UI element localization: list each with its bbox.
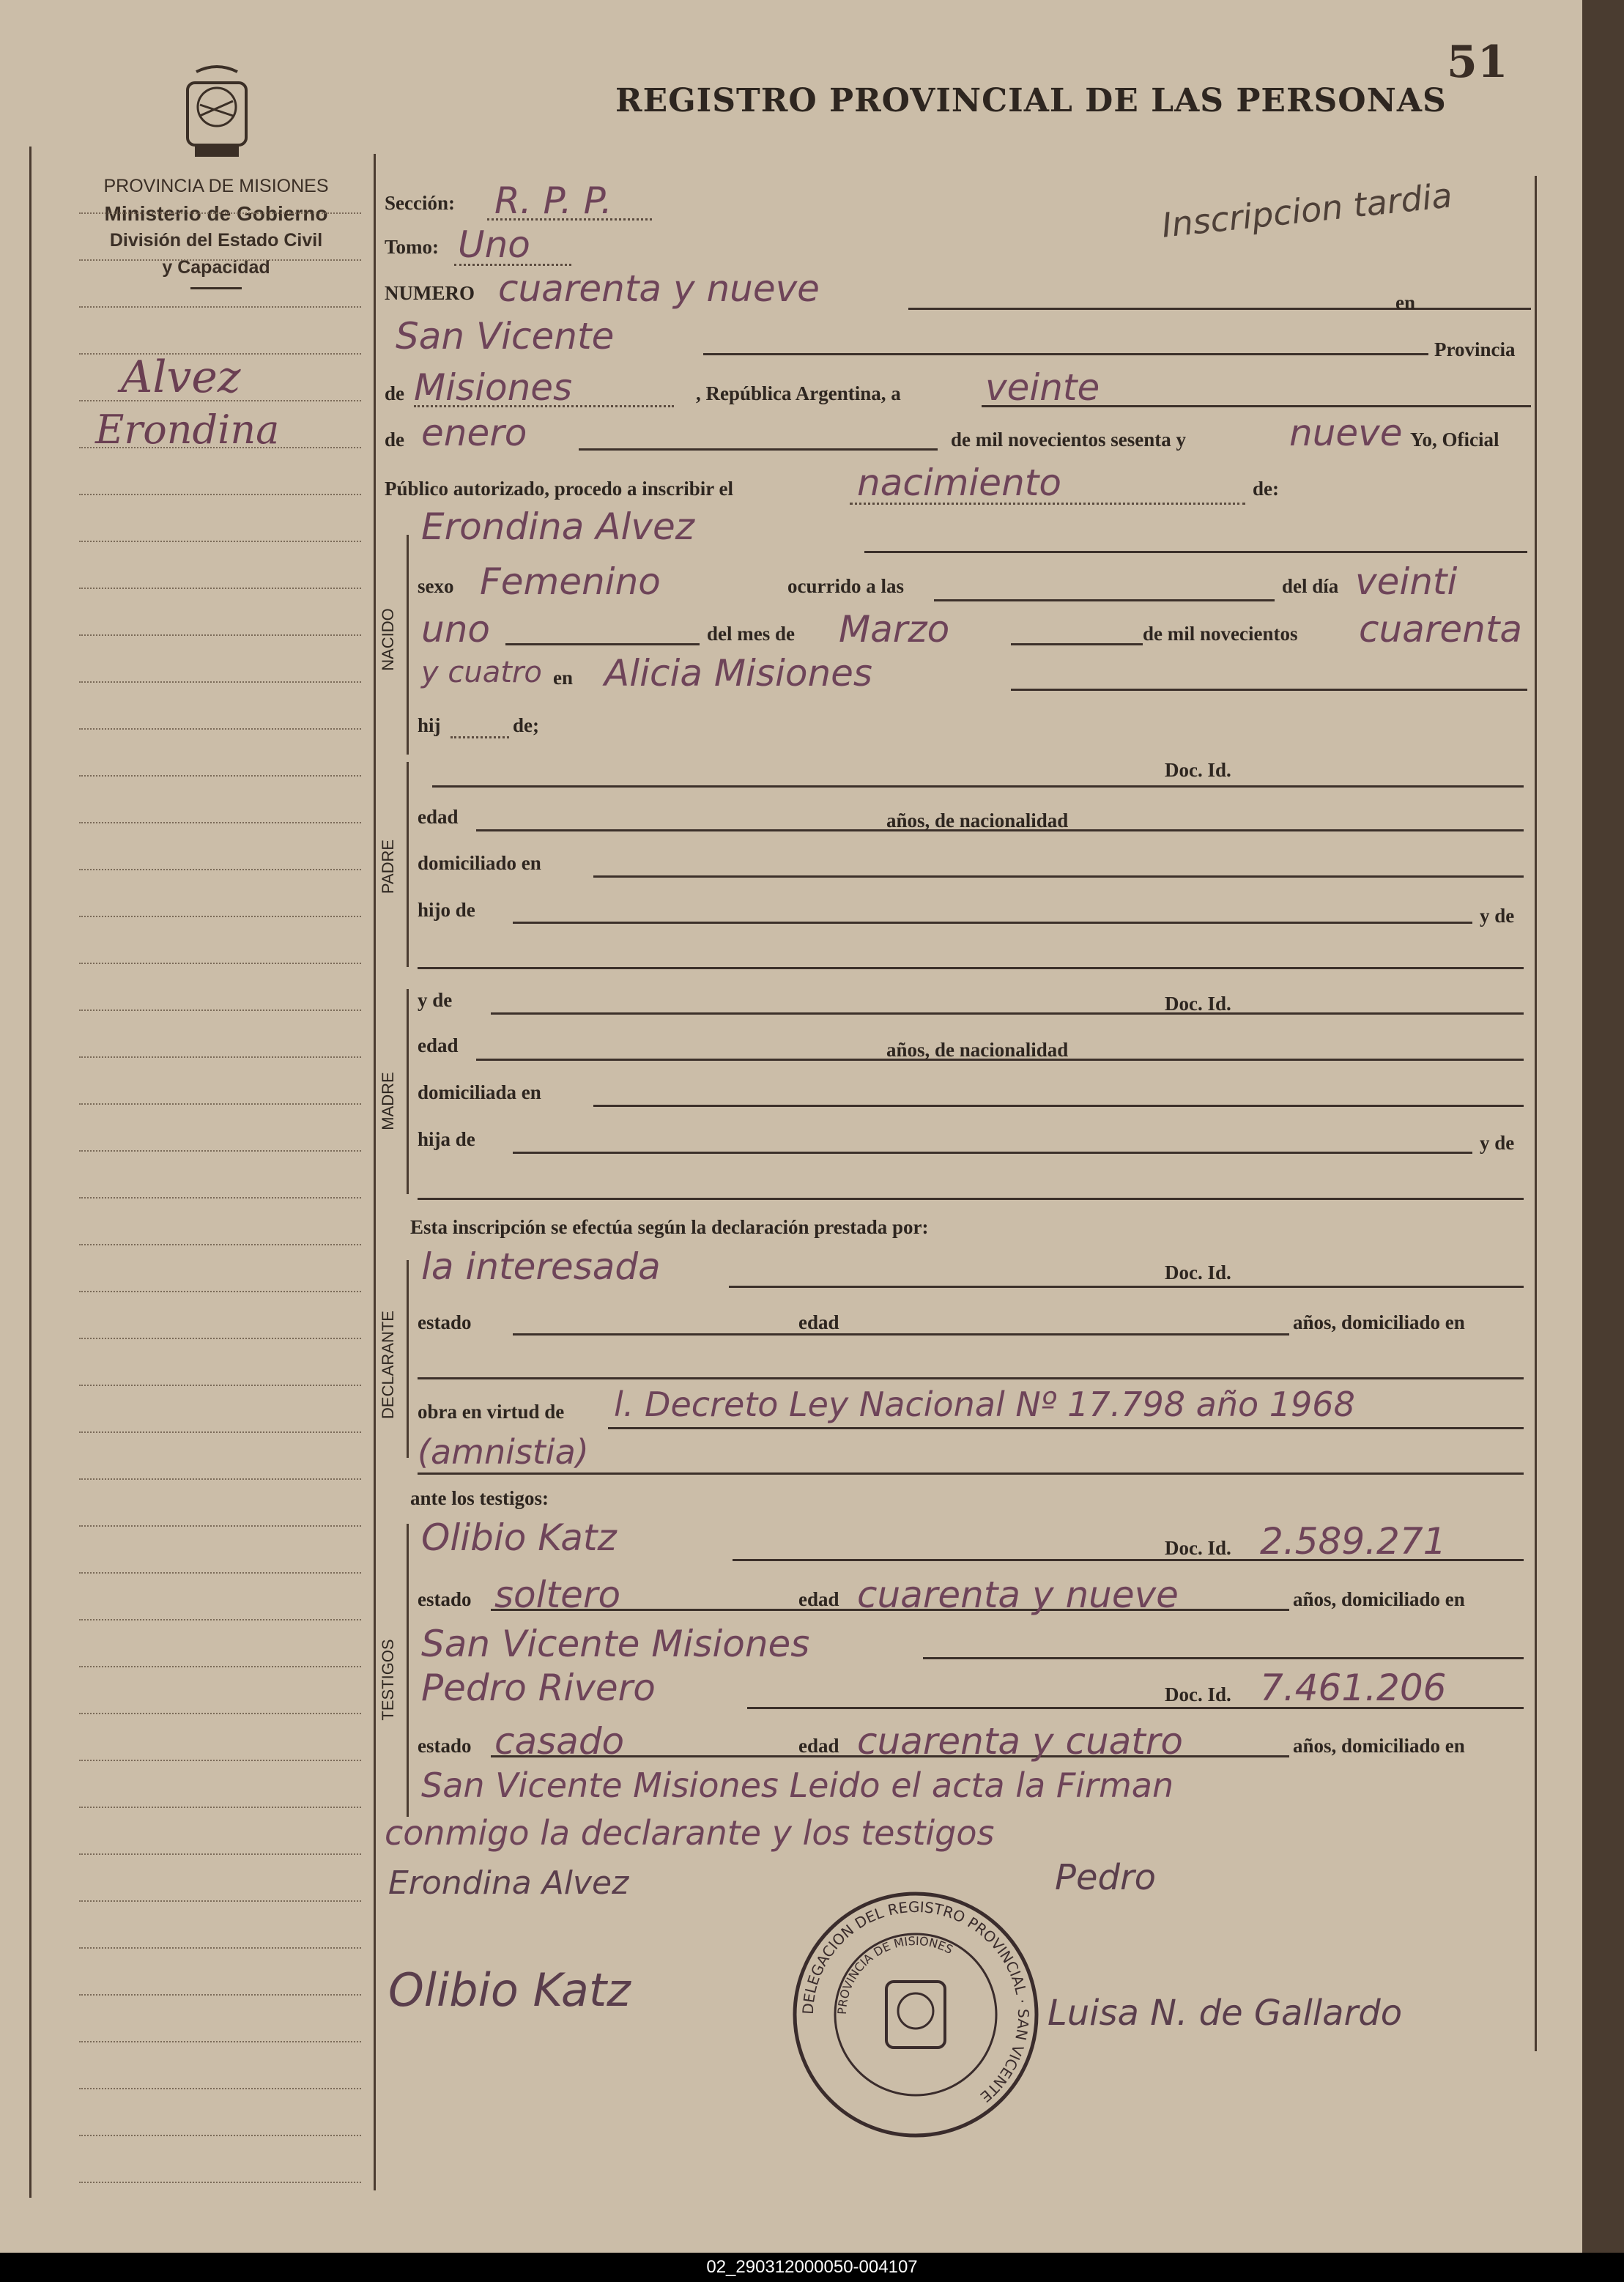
padre-bracket (407, 762, 409, 967)
margin-given-name: Erondina (95, 407, 280, 453)
ministry-line-2: Ministerio de Gobierno (104, 202, 328, 225)
line-dia (982, 405, 1531, 407)
label-yo-oficial: Yo, Oficial (1410, 429, 1499, 451)
label-hij: hij (418, 714, 441, 736)
value-dia-nac-1: veinti (1355, 560, 1458, 603)
value-lugar: San Vicente (396, 315, 615, 358)
inscription-stamp-word: Inscripcion tardia (1160, 175, 1454, 245)
ministry-line-4: y Capacidad (162, 257, 270, 278)
margin-rule (79, 728, 361, 730)
line-declarante (729, 1286, 1524, 1288)
line-padre-nombre (432, 785, 1524, 788)
label-en-nac: en (553, 667, 573, 689)
label-de-colon: de: (1253, 478, 1279, 500)
value-anio-nac-1: cuarenta (1359, 608, 1523, 651)
label-del-dia: del día (1282, 575, 1339, 597)
line-dia-nac (505, 643, 700, 645)
signature-testigo-1: Olibio Katz (388, 1963, 631, 2017)
margin-rule (79, 775, 361, 777)
margin-rule (79, 1244, 361, 1245)
margin-rule (79, 1150, 361, 1152)
document-title: REGISTRO PROVINCIAL DE LAS PERSONAS (615, 82, 1447, 119)
label-doc-testigo-1: Doc. Id. (1165, 1537, 1231, 1559)
ministry-underline (190, 287, 242, 289)
margin-rule (79, 2182, 361, 2183)
value-dia: veinte (985, 366, 1100, 409)
line-obra-2 (418, 1472, 1524, 1475)
label-en: en (1395, 292, 1415, 314)
province-crest-icon (174, 64, 259, 163)
value-cierre-1: San Vicente Misiones Leido el acta la Firman (421, 1766, 1174, 1805)
value-declarante: la interesada (421, 1245, 661, 1288)
margin-rule (79, 869, 361, 870)
value-testigo-1-dom: San Vicente Misiones (421, 1623, 810, 1665)
line-hij (451, 736, 509, 738)
margin-rule (79, 1900, 361, 1902)
signature-declarante: Erondina Alvez (388, 1864, 629, 1902)
margin-rule (79, 1947, 361, 1949)
section-declarante: DECLARANTE (379, 1311, 397, 1419)
label-doc-testigo-2: Doc. Id. (1165, 1683, 1231, 1705)
value-testigo-2: Pedro Rivero (421, 1667, 656, 1709)
page-edge (1582, 0, 1624, 2253)
ministry-header (66, 173, 366, 289)
label-edad-madre: edad (418, 1034, 459, 1056)
ministry-line-1: PROVINCIA DE MISIONES (103, 176, 329, 196)
label-edad-testigo-2: edad (798, 1735, 839, 1757)
margin-rule (79, 259, 361, 261)
label-hijo-de: hijo de (418, 899, 475, 921)
label-tomo: Tomo: (385, 236, 440, 258)
line-tomo (454, 264, 571, 266)
margin-rule (79, 1338, 361, 1339)
value-testigo-1-estado: soltero (494, 1574, 621, 1616)
right-border (1535, 176, 1537, 2051)
margin-rule (79, 541, 361, 542)
label-de: de (385, 382, 404, 404)
registry-seal-icon (784, 1883, 1048, 2146)
margin-rule (79, 1713, 361, 1714)
line-hija-de (513, 1152, 1472, 1154)
margin-rule (79, 1103, 361, 1105)
margin-rule (79, 306, 361, 308)
line-obra (608, 1427, 1524, 1429)
margin-rule (79, 2088, 361, 2089)
seal-inner-text: PROVINCIA DE MISIONES (834, 1933, 956, 2015)
value-testigo-1-doc: 2.589.271 (1260, 1520, 1447, 1563)
label-numero: NUMERO (385, 282, 475, 304)
label-doc-declarante: Doc. Id. (1165, 1262, 1231, 1283)
label-de-2: de (385, 429, 404, 451)
label-y-de-madre-2: y de (1480, 1132, 1515, 1154)
margin-rule (79, 2135, 361, 2136)
line-hijo-de (513, 922, 1472, 924)
label-de-mil-nov: de mil novecientos (1143, 623, 1298, 645)
label-obra: obra en virtud de (418, 1401, 565, 1423)
margin-rule (79, 2041, 361, 2042)
value-sexo: Femenino (480, 560, 661, 603)
label-edad-padre: edad (418, 806, 459, 828)
value-cierre-2: conmigo la declarante y los testigos (385, 1813, 995, 1853)
margin-rule (79, 1010, 361, 1011)
label-estado-testigo-1: estado (418, 1588, 472, 1610)
line-lugar (703, 353, 1428, 355)
value-nombre: Erondina Alvez (421, 505, 694, 548)
value-mes-nac: Marzo (839, 608, 950, 651)
line-madre-nombre (491, 1012, 1524, 1015)
label-anos-nac-padre: años, de nacionalidad (886, 810, 1069, 831)
section-madre: MADRE (379, 1072, 397, 1130)
label-anos-nac-madre: años, de nacionalidad (886, 1039, 1069, 1061)
label-domiciliado-padre: domiciliado en (418, 852, 541, 874)
line-provincia (414, 405, 674, 407)
value-lugar-nac: Alicia Misiones (604, 652, 872, 694)
binding-line (29, 147, 31, 2198)
label-y-de-madre: y de (418, 989, 453, 1011)
section-testigos: TESTIGOS (379, 1639, 397, 1721)
line-acto (850, 503, 1245, 505)
value-testigo-1-edad: cuarenta y nueve (857, 1574, 1179, 1616)
label-publico: Público autorizado, procedo a inscribir el (385, 478, 733, 500)
label-ante: ante los testigos: (410, 1487, 549, 1509)
line-madre-extra (418, 1198, 1524, 1200)
footer-id: 02_290312000050-004107 (0, 2253, 1624, 2282)
declarante-bracket (407, 1260, 409, 1458)
section-padre: PADRE (379, 839, 397, 894)
margin-rule (79, 212, 361, 214)
signature-oficial: Luisa N. de Gallardo (1048, 1993, 1403, 2034)
label-de-mil-sesenta: de mil novecientos sesenta y (951, 429, 1186, 451)
margin-rule (79, 494, 361, 495)
signature-testigo-2: Pedro (1055, 1857, 1157, 1898)
ministry-line-3: División del Estado Civil (109, 230, 323, 251)
margin-rule (79, 1994, 361, 1996)
line-hora (934, 599, 1275, 601)
margin-rule (79, 1431, 361, 1433)
madre-bracket (407, 989, 409, 1194)
value-acto: nacimiento (857, 462, 1061, 504)
line-estado-declarante (513, 1333, 1289, 1336)
label-seccion: Sección: (385, 192, 455, 214)
line-domicilio-madre (593, 1105, 1524, 1107)
margin-rule (79, 916, 361, 917)
margin-rule (79, 634, 361, 636)
label-hija-de: hija de (418, 1128, 475, 1150)
value-testigo-2-edad: cuarenta y cuatro (857, 1720, 1184, 1763)
label-ocurrido: ocurrido a las (787, 575, 904, 597)
margin-rule (79, 1056, 361, 1058)
section-nacido: NACIDO (379, 608, 397, 671)
line-seccion (487, 218, 652, 221)
page-number: 51 (1447, 37, 1508, 88)
margin-rule (79, 1572, 361, 1574)
margin-rule (79, 1760, 361, 1761)
label-edad-declarante: edad (798, 1311, 839, 1333)
value-testigo-2-estado: casado (494, 1720, 625, 1763)
margin-rule (79, 681, 361, 683)
value-anio: nueve (1289, 412, 1403, 454)
margin-rule (79, 1385, 361, 1386)
margin-rule (79, 1853, 361, 1855)
line-domicilio-testigo-1 (923, 1657, 1524, 1659)
value-tomo: Uno (458, 223, 530, 266)
margin-rule (79, 963, 361, 964)
line-domicilio-declarante (418, 1377, 1524, 1379)
margin-rule (79, 1525, 361, 1527)
label-domiciliada-madre: domiciliada en (418, 1081, 541, 1103)
label-estado-testigo-2: estado (418, 1735, 472, 1757)
label-anos-dom-testigo-1: años, domiciliado en (1293, 1588, 1465, 1610)
line-lugar-nac (1011, 689, 1527, 691)
line-nombre (864, 551, 1527, 553)
testigos-bracket (407, 1524, 409, 1817)
label-sexo: sexo (418, 575, 454, 597)
value-mes: enero (421, 412, 527, 454)
label-inscripcion: Esta inscripción se efectúa según la declaración prestada por: (410, 1216, 929, 1238)
margin-rule (79, 822, 361, 823)
margin-rule (79, 1666, 361, 1667)
value-testigo-1: Olibio Katz (421, 1516, 617, 1559)
label-de-semi: de; (513, 714, 539, 736)
label-republica: , República Argentina, a (696, 382, 901, 404)
nacido-bracket (407, 535, 409, 755)
margin-rule (79, 588, 361, 589)
line-domicilio-padre (593, 875, 1524, 878)
margin-rule (79, 1197, 361, 1199)
label-estado-declarante: estado (418, 1311, 472, 1333)
value-provincia: Misiones (414, 366, 573, 409)
label-edad-testigo-1: edad (798, 1588, 839, 1610)
label-anos-dom-declarante: años, domiciliado en (1293, 1311, 1465, 1333)
line-numero (908, 308, 1531, 310)
margin-rule (79, 1619, 361, 1620)
label-anos-dom-testigo-2: años, domiciliado en (1293, 1735, 1465, 1757)
label-doc-padre: Doc. Id. (1165, 759, 1231, 781)
label-del-mes: del mes de (707, 623, 795, 645)
label-y-de-padre: y de (1480, 905, 1515, 927)
margin-rule (79, 1291, 361, 1292)
margin-rule (79, 1807, 361, 1808)
value-obra-2: (amnistia) (418, 1432, 589, 1472)
value-testigo-2-doc: 7.461.206 (1260, 1667, 1447, 1709)
margin-surname: Alvez (121, 352, 241, 403)
value-obra-1: l. Decreto Ley Nacional Nº 17.798 año 1968 (614, 1385, 1355, 1424)
value-dia-nac-2: uno (421, 608, 490, 651)
line-mes (579, 448, 938, 451)
margin-rule (79, 1478, 361, 1480)
value-numero: cuarenta y nueve (498, 267, 820, 310)
label-doc-madre: Doc. Id. (1165, 993, 1231, 1015)
seal-outer-text: DELEGACION DEL REGISTRO PROVINCIAL · SAN VICENTE (798, 1897, 1033, 2106)
value-anio-nac-2: y cuatro (421, 656, 542, 689)
line-mes-nac (1011, 643, 1143, 645)
margin-divider (374, 154, 376, 2190)
value-seccion: R. P. P. (494, 179, 612, 222)
line-padre-extra (418, 967, 1524, 969)
label-provincia: Provincia (1434, 338, 1516, 360)
